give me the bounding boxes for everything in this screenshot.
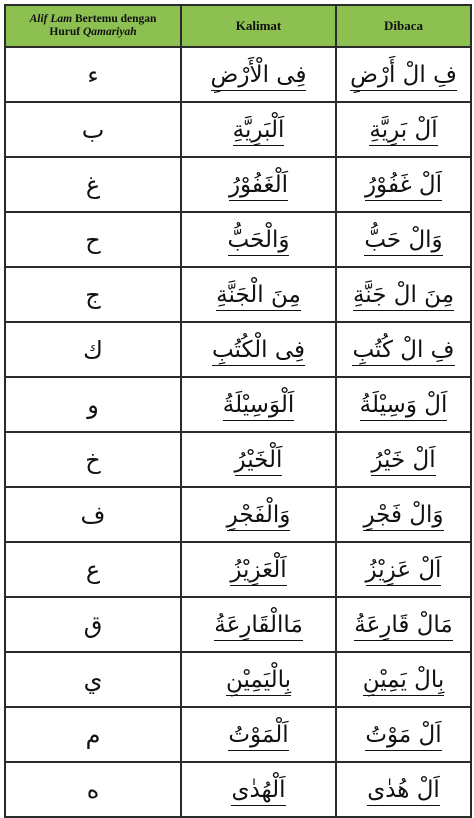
kalimat-text: مِنَ الْجَنَّةِ — [216, 282, 301, 311]
kalimat-cell — [181, 597, 336, 652]
letter-cell: خ — [5, 432, 181, 487]
kalimat-text: بِالْيَمِيْنِ — [226, 667, 291, 696]
dibaca-text: فِ الْ أَرْضِ — [350, 62, 457, 91]
letter-cell: و — [5, 377, 181, 432]
dibaca-text: اَلْ بَرِيَّةِ — [369, 117, 437, 146]
header-letter-line2-italic: Qamariyah — [82, 26, 137, 38]
dibaca-text: اَلْ هُدٰى — [367, 777, 440, 806]
kalimat-text: اَلْعَزِيْزُ — [230, 557, 286, 586]
dibaca-text: اَلْ غَفُوْرُ — [365, 172, 442, 201]
kalimat-text: اَلْهُدٰى — [231, 777, 285, 806]
kalimat-text: اَلْوَسِيْلَةُ — [223, 392, 294, 421]
letter-cell: ج — [5, 267, 181, 322]
letter-cell: م — [5, 707, 181, 762]
dibaca-cell — [336, 652, 471, 707]
dibaca-text: وَالْ حَبُّ — [364, 227, 442, 256]
dibaca-cell — [336, 267, 471, 322]
kalimat-text: اَلْغَفُوْرُ — [229, 172, 288, 201]
kalimat-text: مَاالْقَارِعَةُ — [214, 612, 303, 641]
kalimat-text: وَالْحَبُّ — [228, 227, 290, 256]
kalimat-cell — [181, 157, 336, 212]
dibaca-text: اَلْ خَيْرُ — [371, 447, 435, 476]
table-row — [5, 47, 471, 102]
dibaca-cell — [336, 102, 471, 157]
dibaca-cell — [336, 47, 471, 102]
dibaca-text: فِ الْ كُتُبِ — [352, 337, 454, 366]
kalimat-cell — [181, 322, 336, 377]
table-row — [5, 542, 471, 597]
dibaca-cell — [336, 762, 471, 817]
dibaca-text: اَلْ مَوْتُ — [365, 722, 441, 751]
kalimat-cell — [181, 377, 336, 432]
header-dibaca: Dibaca — [336, 5, 471, 47]
dibaca-text: اَلْ عَزِيْزُ — [366, 557, 442, 586]
kalimat-cell — [181, 762, 336, 817]
table-row — [5, 377, 471, 432]
letter-cell: ك — [5, 322, 181, 377]
table-row — [5, 157, 471, 212]
header-letter — [5, 5, 181, 47]
letter-cell: ه — [5, 762, 181, 817]
qamariyah-table — [4, 4, 472, 818]
kalimat-cell — [181, 102, 336, 157]
letter-cell: ح — [5, 212, 181, 267]
dibaca-cell — [336, 212, 471, 267]
kalimat-cell — [181, 267, 336, 322]
table-row — [5, 267, 471, 322]
kalimat-cell — [181, 707, 336, 762]
kalimat-text: اَلْمَوْتُ — [228, 722, 288, 751]
kalimat-cell — [181, 542, 336, 597]
table-body — [5, 47, 471, 817]
kalimat-cell — [181, 212, 336, 267]
kalimat-text: وَالْفَجْرِ — [227, 502, 291, 531]
letter-cell: ي — [5, 652, 181, 707]
letter-cell: ق — [5, 597, 181, 652]
dibaca-cell — [336, 487, 471, 542]
dibaca-text: وَالْ فَجْرِ — [363, 502, 443, 531]
table-row — [5, 597, 471, 652]
dibaca-cell — [336, 707, 471, 762]
header-row — [5, 5, 471, 47]
dibaca-cell — [336, 597, 471, 652]
letter-cell: ع — [5, 542, 181, 597]
table-row — [5, 212, 471, 267]
letter-cell: غ — [5, 157, 181, 212]
table-row — [5, 707, 471, 762]
dibaca-text: مِنَ الْ جَنَّةِ — [353, 282, 454, 311]
table-row — [5, 487, 471, 542]
table-row — [5, 322, 471, 377]
table-row — [5, 652, 471, 707]
kalimat-cell — [181, 432, 336, 487]
table-row — [5, 762, 471, 817]
letter-cell: ب — [5, 102, 181, 157]
dibaca-cell — [336, 542, 471, 597]
kalimat-cell — [181, 47, 336, 102]
kalimat-cell — [181, 487, 336, 542]
dibaca-cell — [336, 322, 471, 377]
kalimat-text: اَلْبَرِيَّةِ — [233, 117, 285, 146]
dibaca-text: بِالْ يَمِيْنِ — [363, 667, 445, 696]
header-letter-text: Bertemu dengan — [72, 12, 157, 25]
header-letter-line2: Huruf — [49, 26, 83, 38]
kalimat-cell — [181, 652, 336, 707]
table-row — [5, 102, 471, 157]
header-letter-italic: Alif Lam — [29, 12, 73, 25]
kalimat-text: اَلْخَيْرُ — [235, 447, 283, 476]
kalimat-text: فِى الْكُتُبِ — [212, 337, 305, 366]
letter-cell: ء — [5, 47, 181, 102]
dibaca-text: مَالْ قَارِعَةُ — [354, 612, 453, 641]
header-kalimat: Kalimat — [181, 5, 336, 47]
dibaca-text: اَلْ وَسِيْلَةُ — [360, 392, 448, 421]
dibaca-cell — [336, 157, 471, 212]
dibaca-cell — [336, 377, 471, 432]
letter-cell: ف — [5, 487, 181, 542]
dibaca-cell — [336, 432, 471, 487]
kalimat-text: فِى الْأَرْضِ — [211, 62, 307, 91]
table-row — [5, 432, 471, 487]
